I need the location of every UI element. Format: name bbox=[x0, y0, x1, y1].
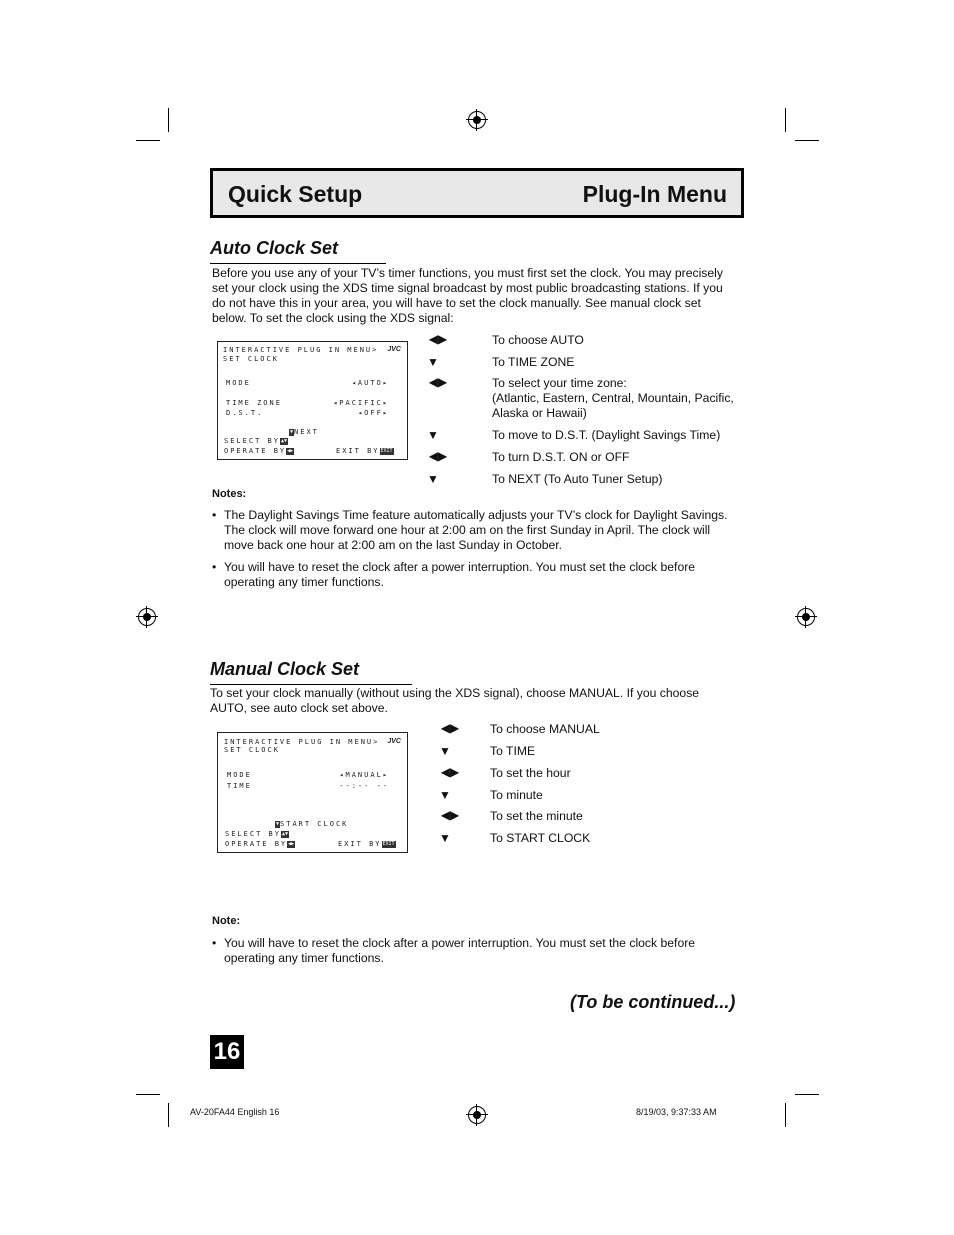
osd-next bbox=[289, 428, 319, 436]
osd-select-label: SELECT BY bbox=[225, 830, 281, 838]
registration-mark-icon bbox=[468, 1106, 486, 1124]
step-text: To turn D.S.T. ON or OFF bbox=[492, 450, 630, 464]
osd-exit bbox=[336, 447, 394, 455]
note-line: The Daylight Savings Time feature automatically adjusts your TV’s clock for Daylight Savings. bbox=[224, 508, 728, 522]
intro-line: do not have this in your area, you will have to set the clock manually. See manual clock set bbox=[212, 296, 701, 310]
osd-operate-label: OPERATE BY bbox=[224, 447, 287, 455]
step-text: To set the hour bbox=[490, 766, 571, 780]
osd-mode-label: MODE bbox=[227, 771, 252, 779]
osd-time-label: TIME bbox=[227, 782, 252, 790]
leftright-arrow-icon: ◀▶ bbox=[440, 765, 460, 779]
leftright-arrow-icon: ◀▶ bbox=[428, 375, 448, 389]
intro-line: Before you use any of your TV’s timer functions, you must first set the clock. You may precisely bbox=[212, 266, 723, 280]
section-rule bbox=[210, 684, 412, 685]
leftright-key-icon: ◀▶ bbox=[287, 447, 294, 454]
down-arrow-icon: ▼ bbox=[427, 428, 439, 442]
down-key-icon: ▼ bbox=[290, 428, 294, 435]
step-text: To choose MANUAL bbox=[490, 722, 600, 736]
crop-mark bbox=[168, 108, 169, 132]
osd-select-label: SELECT BY bbox=[224, 437, 280, 445]
down-arrow-icon: ▼ bbox=[439, 831, 451, 845]
header-title-left: Quick Setup bbox=[228, 181, 363, 207]
page-number: 16 bbox=[210, 1035, 244, 1069]
jvc-logo: JVC bbox=[387, 738, 401, 745]
bullet-icon: • bbox=[212, 936, 217, 950]
crop-mark bbox=[136, 1094, 160, 1095]
section-title-auto: Auto Clock Set bbox=[210, 238, 339, 258]
registration-mark-icon bbox=[797, 608, 815, 626]
crop-mark bbox=[795, 1094, 819, 1095]
note-line: operating any timer functions. bbox=[224, 951, 384, 965]
osd-screen-auto bbox=[217, 341, 408, 460]
osd-submenu-title: SET CLOCK bbox=[223, 355, 279, 363]
leftright-arrow-icon: ◀▶ bbox=[440, 721, 460, 735]
osd-next-label: NEXT bbox=[294, 428, 319, 436]
osd-start-label: START CLOCK bbox=[280, 820, 349, 828]
osd-exit bbox=[338, 840, 396, 848]
osd-time-value: --:-- -- bbox=[339, 782, 389, 790]
osd-operate-label: OPERATE BY bbox=[225, 840, 288, 848]
step-text: To minute bbox=[490, 788, 543, 802]
leftright-arrow-icon: ◀▶ bbox=[428, 332, 448, 346]
osd-mode-value: ◂MANUAL▸ bbox=[339, 771, 389, 779]
bullet-icon: • bbox=[212, 508, 217, 522]
crop-mark bbox=[795, 140, 819, 141]
step-text: To choose AUTO bbox=[492, 333, 584, 347]
step-text: To TIME ZONE bbox=[492, 355, 575, 369]
leftright-key-icon: ◀▶ bbox=[288, 840, 295, 847]
continued-label: (To be continued...) bbox=[570, 992, 736, 1012]
crop-mark bbox=[785, 108, 786, 132]
note-heading: Note: bbox=[212, 915, 241, 927]
osd-mode-label: MODE bbox=[226, 379, 251, 387]
registration-mark-icon bbox=[468, 111, 486, 129]
note-line: You will have to reset the clock after a power interruption. You must set the clock before bbox=[224, 936, 696, 950]
step-text: To NEXT (To Auto Tuner Setup) bbox=[492, 472, 663, 486]
crop-mark bbox=[136, 140, 160, 141]
crop-mark bbox=[168, 1103, 169, 1127]
osd-timezone-value: ◂PACIFIC▸ bbox=[333, 399, 389, 407]
section-title-manual: Manual Clock Set bbox=[210, 659, 360, 679]
crop-mark bbox=[785, 1103, 786, 1127]
note-line: move back one hour at 2:00 am on the last Sunday in October. bbox=[224, 538, 563, 552]
osd-timezone-label: TIME ZONE bbox=[226, 399, 282, 407]
osd-submenu-title: SET CLOCK bbox=[224, 746, 280, 754]
step-text: To select your time zone: bbox=[492, 376, 627, 390]
osd-select bbox=[224, 437, 288, 445]
bullet-icon: • bbox=[212, 560, 217, 574]
note-line: operating any timer functions. bbox=[224, 575, 384, 589]
page-header bbox=[210, 168, 744, 218]
note-line: The clock will move forward one hour at 2:00 am on the first Sunday in April. The clock will bbox=[224, 523, 711, 537]
osd-operate bbox=[224, 447, 294, 455]
section-rule bbox=[210, 263, 386, 264]
osd-exit-label: EXIT BY bbox=[336, 447, 380, 455]
step-detail: (Atlantic, Eastern, Central, Mountain, Pacific, bbox=[492, 391, 734, 405]
step-detail: Alaska or Hawaii) bbox=[492, 406, 587, 420]
note-text bbox=[224, 936, 754, 966]
header-title-right: Plug-In Menu bbox=[582, 181, 727, 207]
osd-menu-title: INTERACTIVE PLUG IN MENU> bbox=[224, 738, 380, 746]
intro-line: AUTO, see auto clock set above. bbox=[210, 701, 388, 715]
step-text: To START CLOCK bbox=[490, 831, 591, 845]
osd-screen-manual bbox=[217, 732, 408, 853]
intro-line: To set your clock manually (without using the XDS signal), choose MANUAL. If you choose bbox=[210, 686, 700, 700]
osd-operate bbox=[225, 840, 295, 848]
down-arrow-icon: ▼ bbox=[427, 472, 439, 486]
intro-line: set your clock using the XDS time signal broadcast by most public broadcasting stations. If you bbox=[212, 281, 723, 295]
footer-timestamp: 8/19/03, 9:37:33 AM bbox=[636, 1107, 717, 1117]
note-text bbox=[224, 508, 754, 553]
jvc-logo: JVC bbox=[387, 346, 401, 353]
osd-select bbox=[225, 830, 289, 838]
step-text: To move to D.S.T. (Daylight Savings Time) bbox=[492, 428, 721, 442]
registration-mark-icon bbox=[138, 608, 156, 626]
updown-key-icon: ▲▼ bbox=[281, 830, 288, 837]
osd-exit-label: EXIT BY bbox=[338, 840, 382, 848]
osd-menu-title: INTERACTIVE PLUG IN MENU> bbox=[223, 346, 379, 354]
down-arrow-icon: ▼ bbox=[427, 355, 439, 369]
leftright-arrow-icon: ◀▶ bbox=[440, 808, 460, 822]
updown-key-icon: ▲▼ bbox=[280, 437, 287, 444]
exit-key-icon: EXIT bbox=[382, 840, 395, 847]
step-text: To TIME bbox=[490, 744, 536, 758]
osd-dst-label: D.S.T. bbox=[226, 409, 264, 417]
down-arrow-icon: ▼ bbox=[439, 744, 451, 758]
exit-key-icon: EXIT bbox=[380, 447, 393, 454]
notes-heading: Notes: bbox=[212, 488, 247, 500]
note-text bbox=[224, 560, 754, 590]
down-arrow-icon: ▼ bbox=[439, 788, 451, 802]
step-text: To set the minute bbox=[490, 809, 583, 823]
leftright-arrow-icon: ◀▶ bbox=[428, 449, 448, 463]
osd-dst-value: ◂OFF▸ bbox=[357, 409, 389, 417]
note-line: You will have to reset the clock after a power interruption. You must set the clock before bbox=[224, 560, 696, 574]
footer-file-info: AV-20FA44 English 16 bbox=[190, 1107, 280, 1117]
osd-mode-value: ◂AUTO▸ bbox=[351, 379, 389, 387]
down-key-icon: ▼ bbox=[276, 820, 280, 827]
osd-start-clock bbox=[275, 820, 348, 828]
intro-line: below. To set the clock using the XDS signal: bbox=[212, 311, 454, 325]
